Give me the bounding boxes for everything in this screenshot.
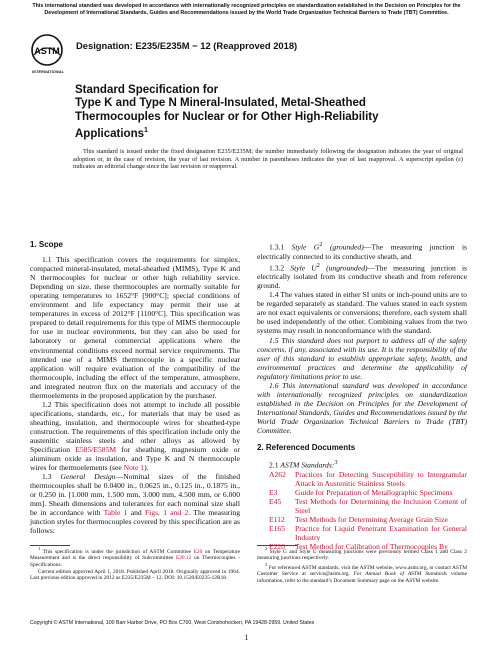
para-1-2: 1.2 This specification does not attempt to include all possible specifications, standards, etc., for materials that may be used as sheathing, insulation, and thermocouple wires for sheathed-type construction. The requirements of this specification include only the austenitic stainless steels and other alloys as allowed by Specification E585/E585M for sheathing, magnesium oxide or aluminum oxide as insulation, and Type K and N thermocouple wires for thermoelements (see Note 1). xyxy=(30,399,240,473)
designation: Designation: E235/E235M − 12 (Reapproved 2018) xyxy=(76,40,298,51)
ref-code[interactable]: E3 xyxy=(269,487,278,497)
para-1-5: 1.5 This standard does not purport to address all of the safety concerns, if any, associated with its use. It is the responsibility of the user of this standard to establish appropriate safety, health, and environmental practices and determine the applicability of regulatory limitations prior to use. xyxy=(257,335,467,381)
title-line-3: Thermocouples for Nuclear or for Other High-Reliability xyxy=(75,110,379,123)
ref-code[interactable]: E45 xyxy=(269,496,282,506)
wto-notice: This international standard was developed in accordance with internationally recognized principles on standardization established in the Decision on Principles for the Development of International Standards, Guides and Recommendations issued by the World Trade Organization Technical Barriers to Trade (TBT) Committee. xyxy=(32,3,461,16)
right-column xyxy=(257,240,467,551)
ref-item[interactable] xyxy=(257,515,467,524)
para-1-3-1: 1.3.1 Style $G^2$ (grounded)—The measuring junction is electrically connected to its conductive sheath, and xyxy=(257,241,468,261)
ref-item[interactable] xyxy=(257,497,467,515)
title-footnote-mark: 1 xyxy=(144,127,148,135)
page-number: 1 xyxy=(244,633,249,642)
footnote-1-edition: Current edition approved April 1, 2018. Published April 2018. Originally approved in 1964. Last previous edition approved in 2012 as E235/E235M – 12. DOI: 10.1520/E0235-12R18. xyxy=(30,568,240,582)
ref-title[interactable]: Test Methods for Determining Average Grain Size xyxy=(295,514,448,524)
title-line-1: Standard Specification for xyxy=(75,84,219,96)
para-1-3: 1.3 General Design—Nominal sizes of the finished thermocouples shall be 0.0400 in., 0.0625 in., 0.125 in., 0.1875 in., or 0.250 in. [1.000 mm, 1.500 mm, 3.000 mm, 4.500 mm, or 6.000 mm]. Sheath dimensions and tolerances for each nominal size shall be in accordance with Table 1 and Figs. 1 and 2. The measuring junction styles for thermocouples covered by this specification are as follows: xyxy=(30,472,241,536)
link-e585[interactable]: E585/E585M xyxy=(75,445,117,455)
ref-code[interactable]: E165 xyxy=(269,523,286,533)
footnote-2: $^2$ Style G and Style U measuring junctions were previously termed Class 1 and Class 2 measuring junctions respectively. xyxy=(257,546,467,562)
left-column xyxy=(30,240,240,536)
title-line-2: Type K and Type N Mineral-Insulated, Metal-Sheathed xyxy=(75,97,366,110)
title-line-4: Applications$^1$ xyxy=(75,127,148,141)
copyright-footer: Copyright © ASTM International, 100 Barr Harbor Drive, PO Box C700, West Conshohocken, PA 19428-2959. United States xyxy=(30,620,315,626)
refs-heading: 2. Referenced Documents xyxy=(257,443,356,453)
ref-title[interactable]: Test Method for Calibration of Thermocouples By xyxy=(295,542,448,552)
scope-heading: 1. Scope xyxy=(30,240,63,249)
refs-subheading: 2.1 ASTM Standards:$^3$ xyxy=(269,459,338,470)
ref-code[interactable]: E220 xyxy=(269,542,286,552)
ref-title[interactable]: Practice for Liquid Penetrant Examination for General Industry xyxy=(295,523,467,542)
footnote-1: $^1$ This specification is under the jurisdiction of ASTM Committee E20 on Temperature Measurement and is the direct responsibility of Subcommittee E20.12 on Thermocouples - Specifications. xyxy=(30,546,240,568)
link-e20-12[interactable]: E20.12 xyxy=(175,555,192,562)
para-1-4: 1.4 The values stated in either SI units or inch-pound units are to be regarded separately as standard. The values stated in each system are not exact equivalents or conversions; therefore, each system shall be used independently of the other. Combining values from the two systems may result in nonconformance with the standard. xyxy=(257,290,468,336)
link-e20[interactable]: E20 xyxy=(193,548,203,555)
link-table-1[interactable]: Table 1 xyxy=(103,508,128,518)
para-1-1: 1.1 This specification covers the requirements for simplex, compacted mineral-insulated, metal-sheathed (MIMS), Type K and N thermocouples for nuclear or other high reliability service. Depending on size, these thermocouples are normally suitable for operating temperatures to 1652°F [900°C]; special conditions of environment and life expectancy may permit their use at temperatures in excess of 2012°F [1100°C]. This specification was prepared to detail requirements for this type of MIMS thermocouple for use in nuclear environments, but they can also be used for laboratory or general commercial applications where the environmental conditions exceed normal service requirements. The intended use of a MIMS thermocouple in a specific nuclear application will require evaluation of the compatibility of the thermocouple, including the effect of the temperature, atmosphere, and integrated neutron flux on the materials and accuracy of the thermoelements in the proposed application by the purchaser. xyxy=(30,255,240,400)
footnote-3: $^3$ For referenced ASTM standards, visit the ASTM website, www.astm.org, or contact ASTM Customer Service at service@astm.org. For Annual Book of ASTM Standards volume information, refer to the standard’s Document Summary page on the ASTM website. xyxy=(257,561,467,584)
footnotes-right xyxy=(257,545,467,585)
link-note-1[interactable]: Note 1 xyxy=(123,463,145,473)
ref-item[interactable] xyxy=(257,488,467,497)
ref-item[interactable] xyxy=(257,470,467,488)
ref-code[interactable]: A262 xyxy=(269,469,286,479)
logo-caption: INTERNATIONAL xyxy=(31,70,65,74)
ref-title[interactable]: Guide for Preparation of Metallographic Specimens xyxy=(295,487,453,497)
ref-item[interactable] xyxy=(257,524,467,542)
astm-logo-icon xyxy=(30,33,64,73)
para-1-3-2: 1.3.2 Style $U^2$ (ungrounded)—The measuring junction is electrically isolated from its conductive sheath and from reference ground. xyxy=(257,261,468,291)
ref-title[interactable]: Practices for Detecting Susceptibility to Intergranular Attack in Austenitic Stainless Steels xyxy=(295,469,467,488)
ref-title[interactable]: Test Methods for Determining the Inclusion Content of Steel xyxy=(295,496,467,515)
document-title xyxy=(75,84,455,141)
ref-code[interactable]: E112 xyxy=(269,514,285,524)
footnotes-left xyxy=(30,545,240,582)
issued-notice: This standard is issued under the fixed designation E235/E235M; the number immediately following the designation indicates the year of original adoption or, in the case of revision, the year of last revision. A number in parentheses indicates the year of last reapproval. A superscript epsilon (ε) indicates an editorial change since the last revision or reapproval. xyxy=(73,148,463,171)
link-figs-1-2[interactable]: Figs. 1 and 2 xyxy=(144,508,189,518)
para-1-6: 1.6 This international standard was developed in accordance with internationally recognized principles on standardization established in the Decision on Principles for the Development of International Standards, Guides and Recommendations issued by the World Trade Organization Technical Barriers to Trade (TBT) Committee. xyxy=(257,380,467,435)
svg-text:ASTM: ASTM xyxy=(34,46,60,56)
